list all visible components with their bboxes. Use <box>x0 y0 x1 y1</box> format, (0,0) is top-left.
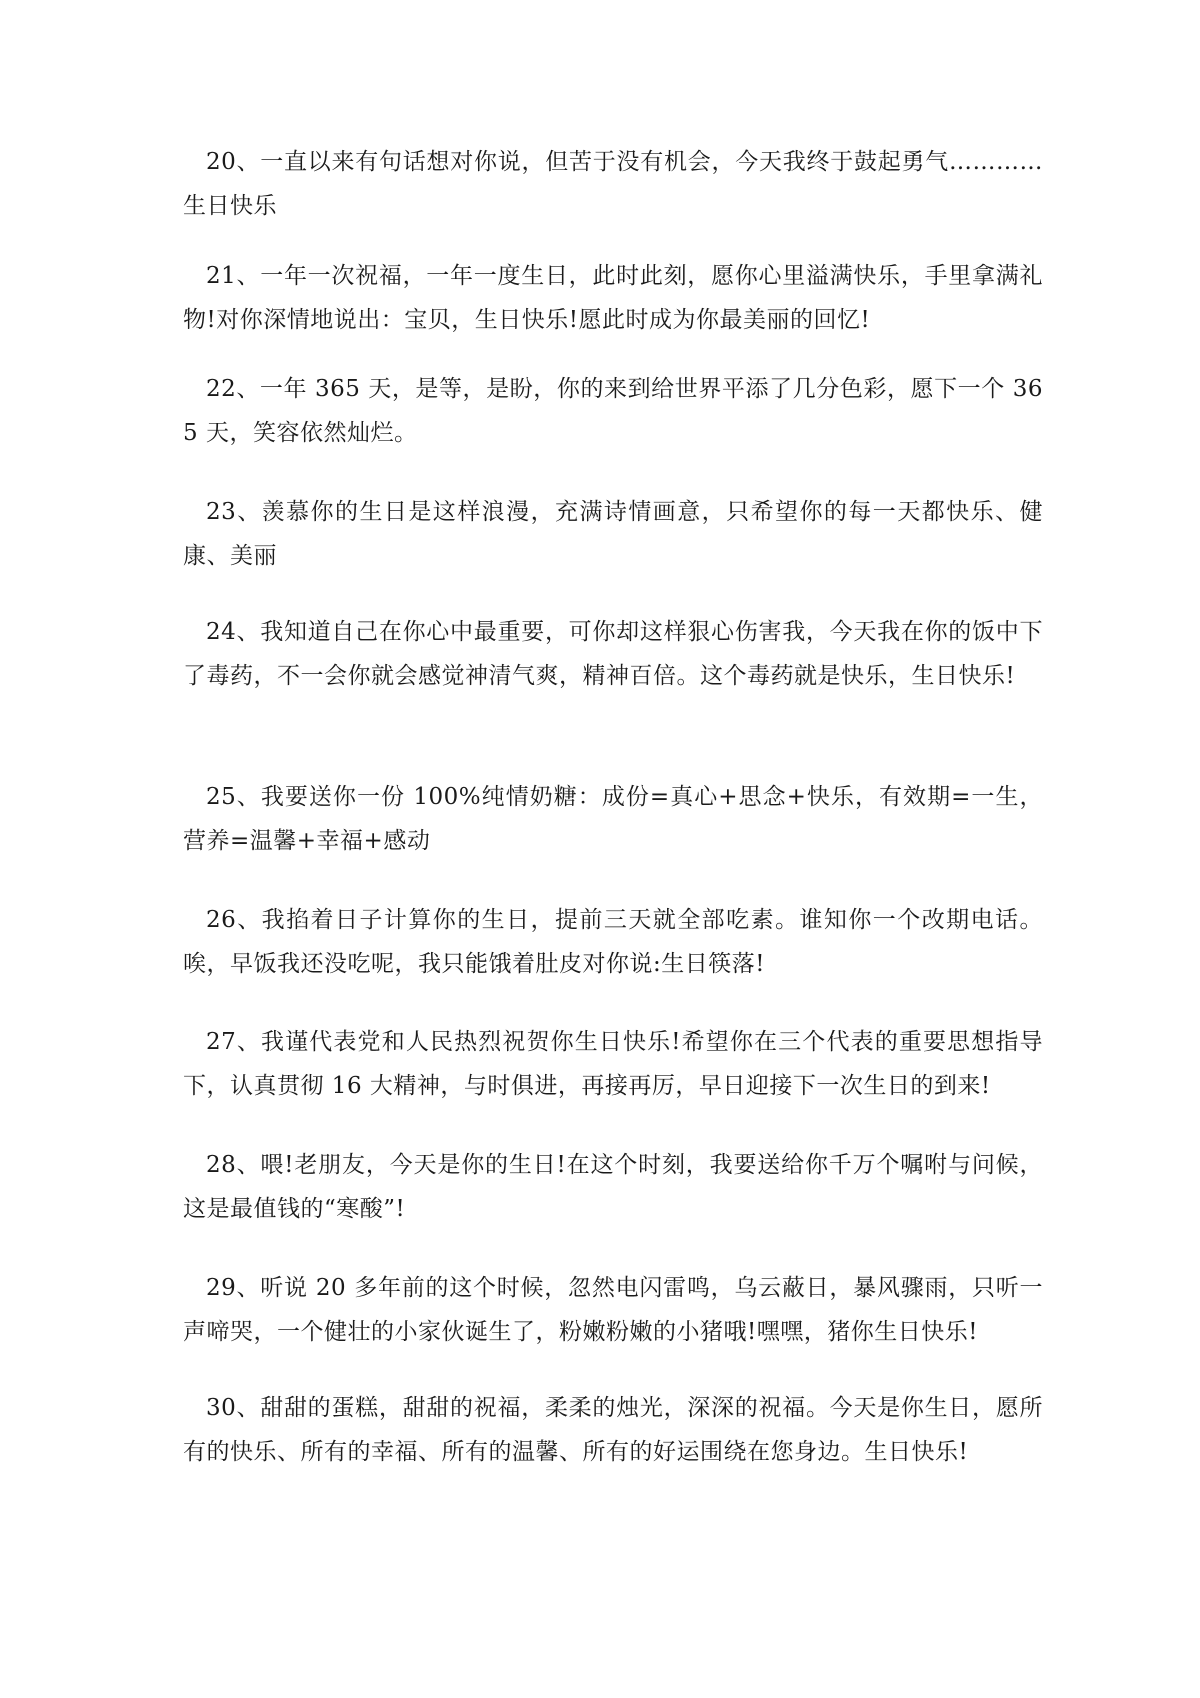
wish-item-20: 20、一直以来有句话想对你说，但苦于没有机会，今天我终于鼓起勇气…………生日快乐 <box>183 149 1043 219</box>
wish-item-24: 24、我知道自己在你心中最重要，可你却这样狠心伤害我，今天我在你的饭中下了毒药，不一会你就会感觉神清气爽，精神百倍。这个毒药就是快乐，生日快乐! <box>183 619 1043 689</box>
wish-item-28: 28、喂!老朋友，今天是你的生日!在这个时刻，我要送给你千万个嘱咐与问候，这是最值钱的“寒酸”! <box>183 1152 1043 1222</box>
wish-item-26: 26、我掐着日子计算你的生日，提前三天就全部吃素。谁知你一个改期电话。唉，早饭我还没吃呢，我只能饿着肚皮对你说:生日筷落! <box>183 907 1043 977</box>
wish-item-30: 30、甜甜的蛋糕，甜甜的祝福，柔柔的烛光，深深的祝福。今天是你生日，愿所有的快乐、所有的幸福、所有的温馨、所有的好运围绕在您身边。生日快乐! <box>183 1395 1043 1465</box>
wish-item-25: 25、我要送你一份 100%纯情奶糖：成份=真心+思念+快乐，有效期=一生，营养=温馨+幸福+感动 <box>183 784 1043 854</box>
wish-item-21: 21、一年一次祝福，一年一度生日，此时此刻，愿你心里溢满快乐，手里拿满礼物!对你深情地说出：宝贝，生日快乐!愿此时成为你最美丽的回忆! <box>183 263 1043 333</box>
wish-item-23: 23、羡慕你的生日是这样浪漫，充满诗情画意，只希望你的每一天都快乐、健康、美丽 <box>183 499 1043 569</box>
wish-item-29: 29、听说 20 多年前的这个时候，忽然电闪雷鸣，乌云蔽日，暴风骤雨，只听一声啼哭，一个健壮的小家伙诞生了，粉嫩粉嫩的小猪哦!嘿嘿，猪你生日快乐! <box>183 1275 1043 1345</box>
wish-item-27: 27、我谨代表党和人民热烈祝贺你生日快乐!希望你在三个代表的重要思想指导下，认真贯彻 16 大精神，与时俱进，再接再厉，早日迎接下一次生日的到来! <box>183 1029 1043 1099</box>
wish-item-22: 22、一年 365 天，是等，是盼，你的来到给世界平添了几分色彩，愿下一个 365 天，笑容依然灿烂。 <box>183 376 1043 446</box>
